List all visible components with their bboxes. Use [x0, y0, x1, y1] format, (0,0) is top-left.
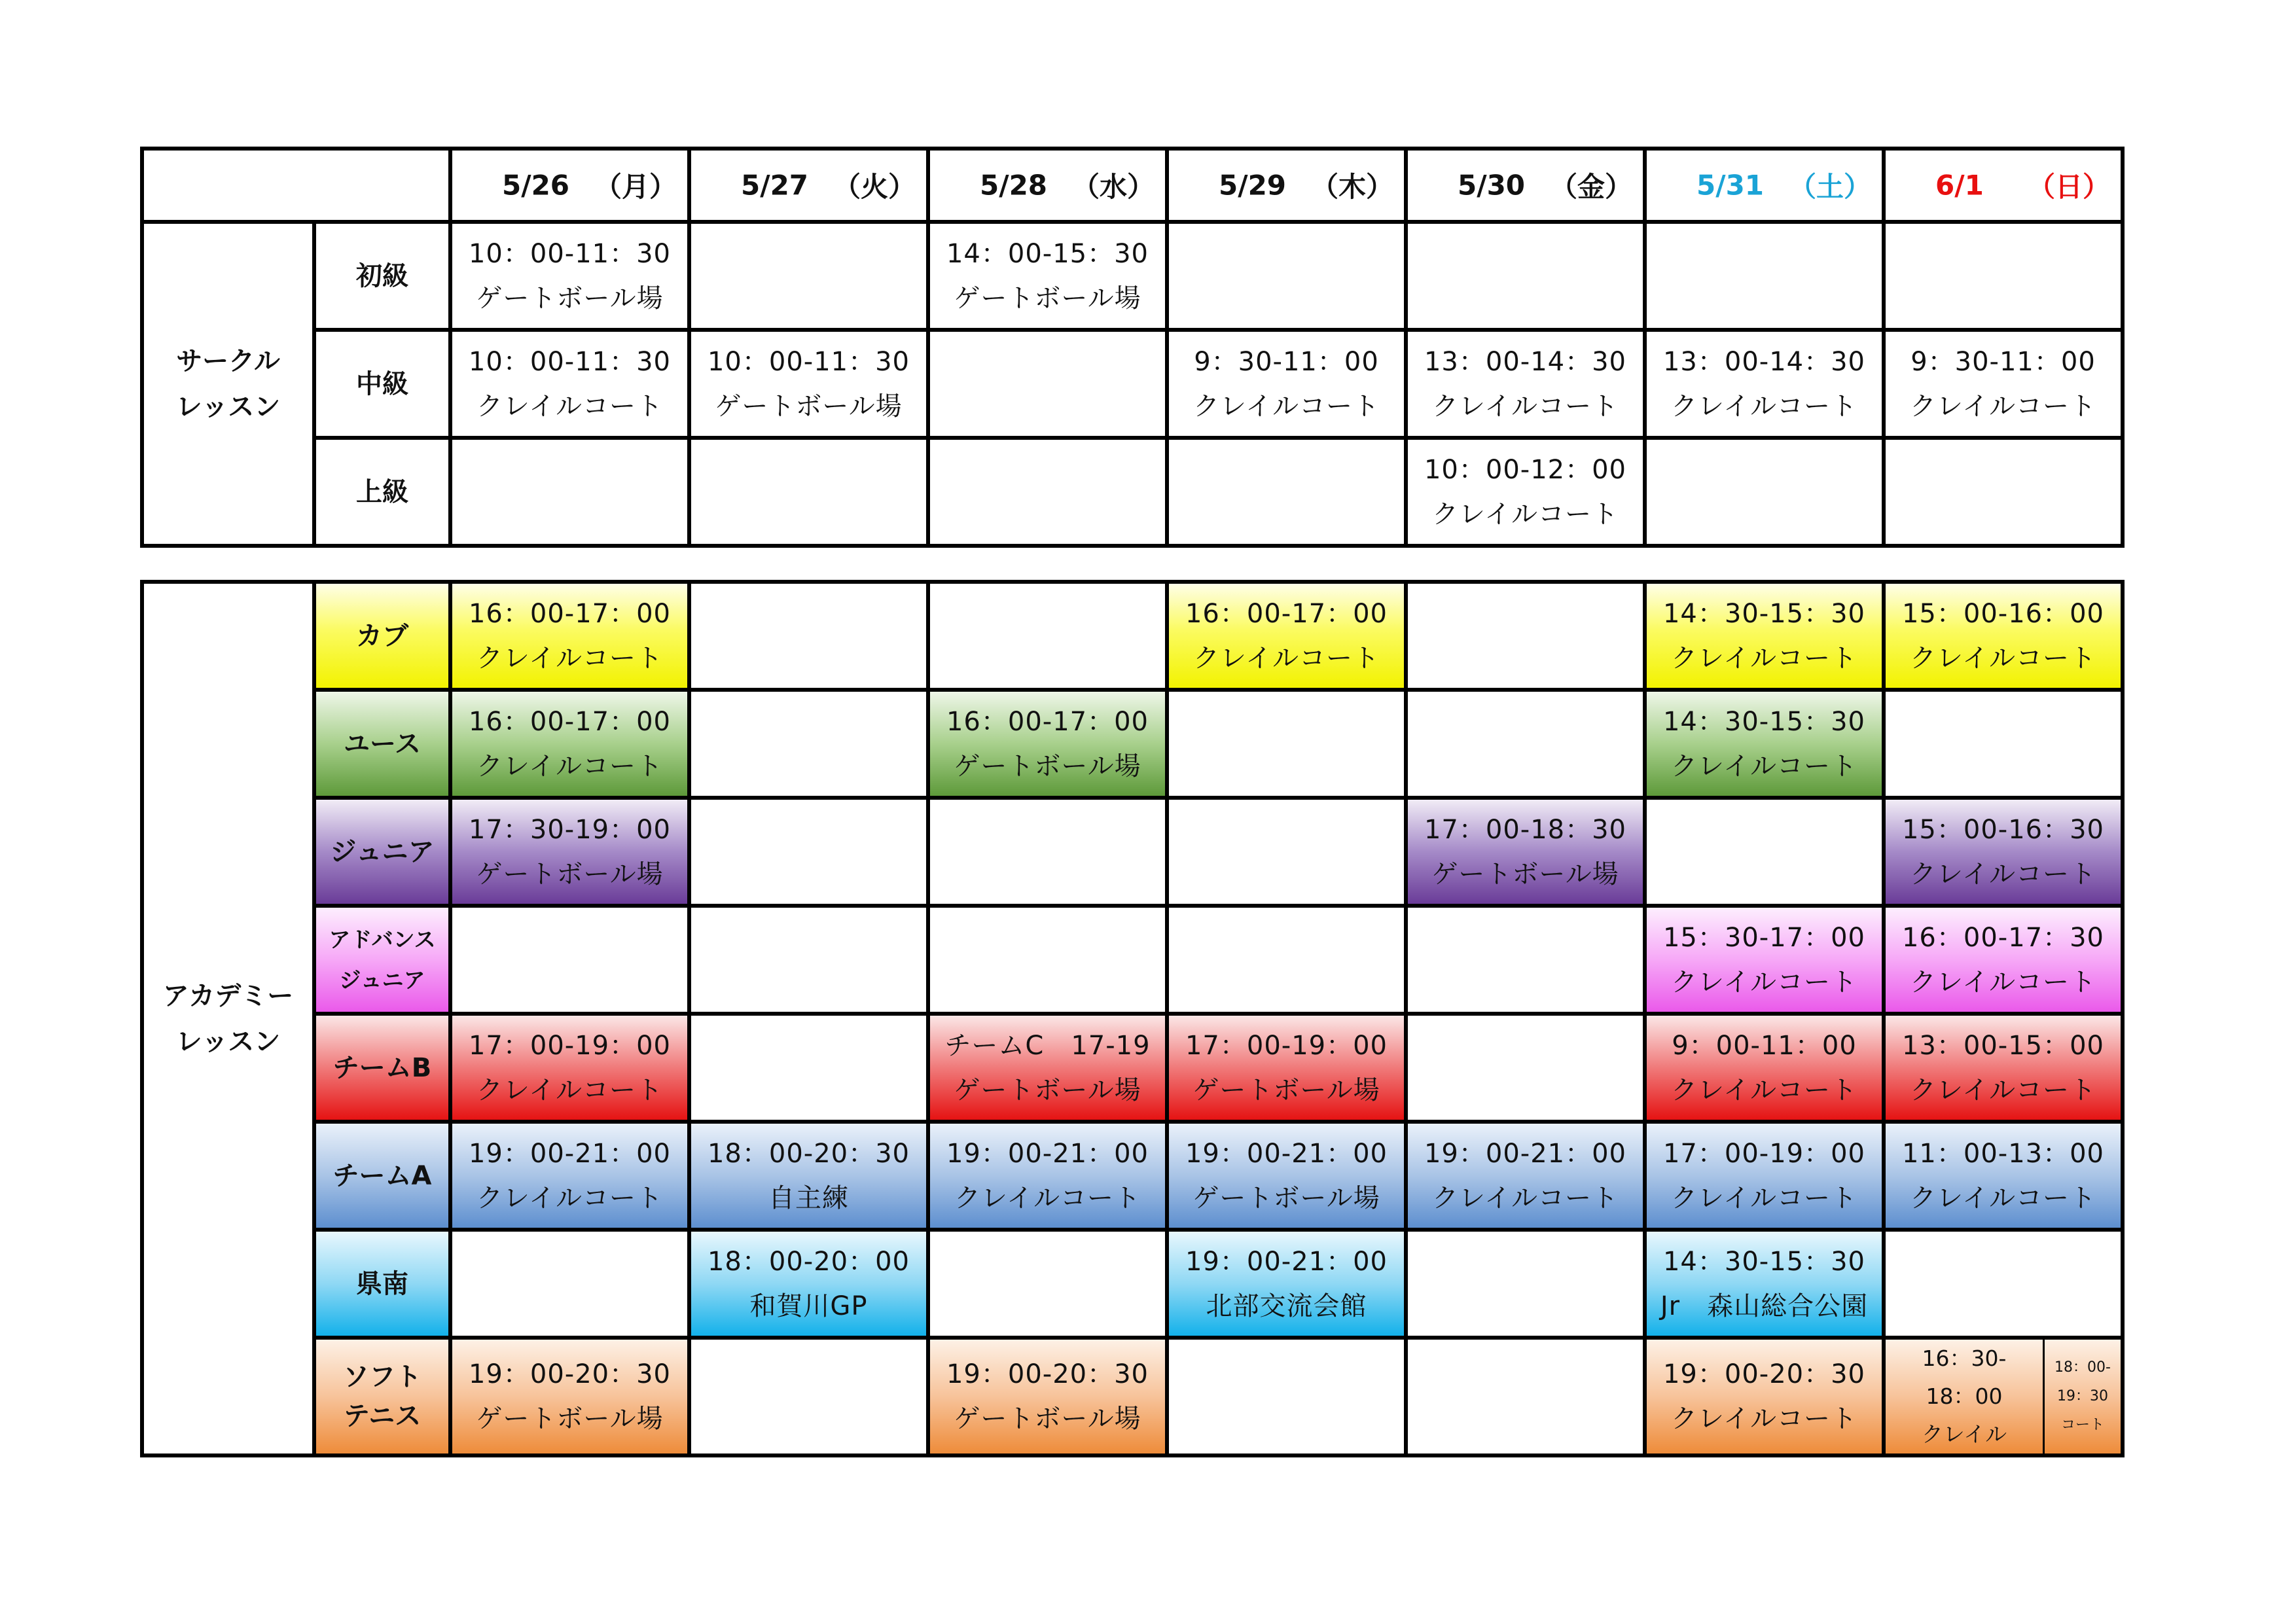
empty-cell [689, 798, 928, 906]
level-label-line: アドバンス [329, 926, 436, 952]
session-time: 10：00-11：30 [468, 238, 672, 269]
session-venue: クレイルコート [1432, 499, 1619, 529]
schedule-cell [1884, 582, 2123, 690]
schedule-cell [1406, 1122, 1645, 1230]
schedule-cell [1406, 330, 1645, 438]
empty-cell [689, 222, 928, 330]
session-time: 14：00-15：30 [946, 238, 1149, 269]
group-label-line: アカデミー [162, 980, 294, 1011]
schedule-cell [928, 1122, 1167, 1230]
session-time: 10：00-12：00 [1424, 454, 1627, 485]
session-venue: クレイルコート [476, 391, 663, 421]
session-time: 14：30-15：30 [1662, 706, 1866, 737]
level-label: 上級 [314, 438, 450, 546]
academy-level-label [314, 798, 450, 906]
session-time: 9：00-11：00 [1672, 1030, 1857, 1061]
split-left [1886, 1340, 2045, 1454]
split-line: コート [2060, 1417, 2104, 1433]
day-header: 5/26 （月） [450, 149, 689, 222]
empty-cell [1884, 690, 2123, 798]
empty-cell [1406, 906, 1645, 1014]
session-venue: クレイルコート [1193, 391, 1380, 421]
level-label-line: チームB [332, 1052, 432, 1083]
schedule-cell [928, 1014, 1167, 1122]
session-venue: クレイルコート [1671, 967, 1857, 997]
academy-row [142, 1122, 2123, 1230]
level-label-line: テニス [343, 1401, 422, 1431]
empty-cell [1167, 438, 1406, 546]
empty-cell [450, 438, 689, 546]
empty-cell [689, 906, 928, 1014]
empty-cell [928, 330, 1167, 438]
schedule-cell [1645, 1014, 1884, 1122]
schedule-cell [1167, 1014, 1406, 1122]
schedule-cell [928, 1338, 1167, 1455]
academy-level-label [314, 1230, 450, 1338]
session-venue: クレイルコート [1671, 1075, 1857, 1105]
session-time: チームC 17-19 [944, 1030, 1151, 1061]
empty-cell [1406, 1338, 1645, 1455]
empty-cell [689, 438, 928, 546]
schedule-cell [689, 1122, 928, 1230]
schedule-cell [1645, 582, 1884, 690]
empty-cell [928, 798, 1167, 906]
session-venue: ゲートボール場 [954, 751, 1141, 781]
session-time: 19：00-21：00 [1185, 1138, 1388, 1169]
academy-row [142, 1230, 2123, 1338]
schedule-cell [1167, 1230, 1406, 1338]
schedule-cell [450, 582, 689, 690]
empty-cell [1406, 690, 1645, 798]
schedule-cell [1406, 798, 1645, 906]
schedule-cell [689, 1230, 928, 1338]
session-time: 15：30-17：00 [1662, 922, 1866, 953]
circle-lesson-table [140, 147, 2125, 548]
session-venue: クレイルコート [1671, 751, 1857, 781]
schedule-cell [450, 222, 689, 330]
empty-cell [1167, 690, 1406, 798]
academy-row [142, 798, 2123, 906]
empty-cell [1167, 798, 1406, 906]
schedule-cell [1167, 582, 1406, 690]
level-label-line: 県南 [356, 1268, 408, 1299]
level-label-line: ジュニア [330, 836, 435, 867]
empty-cell [450, 1230, 689, 1338]
schedule-cell [1645, 330, 1884, 438]
session-venue: ゲートボール場 [1431, 859, 1619, 889]
split-schedule-cell [1884, 1338, 2123, 1455]
session-time: 19：00-20：30 [946, 1359, 1149, 1389]
session-time: 17：00-19：00 [1185, 1030, 1388, 1061]
session-time: 9：30-11：00 [1910, 346, 2096, 377]
schedule-cell [450, 798, 689, 906]
session-venue: クレイルコート [1910, 1183, 2096, 1213]
session-venue: クレイルコート [1910, 1075, 2096, 1105]
session-time: 18：00-20：30 [707, 1138, 910, 1169]
session-venue: クレイルコート [1910, 859, 2096, 889]
circle-group-label: サークル レッスン [142, 222, 314, 546]
session-time: 19：00-20：30 [468, 1359, 672, 1389]
session-time: 13：00-14：30 [1424, 346, 1627, 377]
session-time: 13：00-15：00 [1901, 1030, 2105, 1061]
empty-cell [928, 582, 1167, 690]
academy-level-label [314, 906, 450, 1014]
level-label-line: ソフト [343, 1362, 422, 1392]
session-time: 16：00-17：30 [1901, 922, 2105, 953]
schedule-cell [1884, 1122, 2123, 1230]
day-header: 5/27 （火） [689, 149, 928, 222]
session-time: 16：00-17：00 [1185, 598, 1388, 629]
session-time: 14：30-15：30 [1662, 1246, 1866, 1277]
session-time: 19：00-21：00 [468, 1138, 672, 1169]
session-venue: ゲートボール場 [476, 283, 664, 313]
empty-cell [1645, 438, 1884, 546]
empty-cell [1645, 798, 1884, 906]
session-venue: クレイルコート [1910, 391, 2096, 421]
schedule-cell [928, 222, 1167, 330]
session-venue: ゲートボール場 [954, 1075, 1141, 1105]
session-venue: ゲートボール場 [1193, 1075, 1380, 1105]
academy-group-label [142, 582, 314, 1455]
header-corner [142, 149, 450, 222]
session-venue: Jr 森山総合公園 [1660, 1291, 1869, 1321]
schedule-cell [1884, 906, 2123, 1014]
empty-cell [1645, 222, 1884, 330]
session-venue: ゲートボール場 [954, 1404, 1141, 1434]
session-time: 10：00-11：30 [468, 346, 672, 377]
session-venue: ゲートボール場 [715, 391, 903, 421]
day-header: 5/29 （木） [1167, 149, 1406, 222]
circle-row [142, 222, 2123, 330]
empty-cell [689, 690, 928, 798]
empty-cell [928, 906, 1167, 1014]
session-time: 19：00-20：30 [1662, 1359, 1866, 1389]
empty-cell [450, 906, 689, 1014]
split-line: 19：30 [2057, 1388, 2108, 1404]
academy-row [142, 690, 2123, 798]
academy-level-label [314, 1122, 450, 1230]
session-venue: ゲートボール場 [476, 859, 664, 889]
session-venue: クレイルコート [1910, 643, 2096, 673]
empty-cell [689, 1338, 928, 1455]
empty-cell [1167, 222, 1406, 330]
session-venue: クレイルコート [1432, 391, 1619, 421]
session-time: 19：00-21：00 [1185, 1246, 1388, 1277]
day-header: 5/30 （金） [1406, 149, 1645, 222]
session-venue: クレイルコート [1910, 967, 2096, 997]
schedule-cell [1167, 1122, 1406, 1230]
schedule-cell [1645, 1338, 1884, 1455]
schedule-cell [1884, 1014, 2123, 1122]
session-venue: クレイルコート [476, 643, 663, 673]
schedule-cell [928, 690, 1167, 798]
academy-lesson-table [140, 580, 2125, 1457]
session-venue: クレイルコート [476, 1183, 663, 1213]
session-time: 17：00-19：00 [1662, 1138, 1866, 1169]
academy-row [142, 1338, 2123, 1455]
academy-level-label [314, 690, 450, 798]
schedule-cell [450, 1122, 689, 1230]
empty-cell [689, 582, 928, 690]
day-header: 5/28 （水） [928, 149, 1167, 222]
session-time: 13：00-14：30 [1662, 346, 1866, 377]
academy-level-label [314, 1014, 450, 1122]
academy-row [142, 906, 2123, 1014]
session-venue: クレイルコート [1671, 391, 1857, 421]
session-time: 15：00-16：00 [1901, 598, 2105, 629]
split-line: クレイル [1921, 1421, 2007, 1447]
schedule-cell [450, 690, 689, 798]
empty-cell [1406, 1014, 1645, 1122]
level-label-line: チームA [332, 1160, 432, 1191]
day-header-saturday: 5/31 （土） [1645, 149, 1884, 222]
session-time: 10：00-11：30 [707, 346, 910, 377]
session-time: 9：30-11：00 [1194, 346, 1379, 377]
session-time: 16：00-17：00 [468, 706, 672, 737]
empty-cell [1884, 1230, 2123, 1338]
schedule-cell [450, 1338, 689, 1455]
empty-cell [1167, 906, 1406, 1014]
session-time: 19：00-21：00 [1424, 1138, 1627, 1169]
level-label: 中級 [314, 330, 450, 438]
session-venue: 自主練 [768, 1183, 849, 1213]
schedule-cell [1645, 1122, 1884, 1230]
session-time: 18：00-20：00 [707, 1246, 910, 1277]
session-time: 15：00-16：30 [1901, 814, 2105, 845]
level-label: 初級 [314, 222, 450, 330]
empty-cell [1406, 582, 1645, 690]
session-venue: ゲートボール場 [476, 1404, 664, 1434]
session-time: 19：00-21：00 [946, 1138, 1149, 1169]
empty-cell [1884, 222, 2123, 330]
session-venue: クレイルコート [1671, 1404, 1857, 1434]
session-time: 17：30-19：00 [468, 814, 672, 845]
session-time: 17：00-19：00 [468, 1030, 672, 1061]
split-line: 18：00- [2054, 1359, 2111, 1376]
schedule-cell [450, 1014, 689, 1122]
academy-level-label [314, 1338, 450, 1455]
empty-cell [689, 1014, 928, 1122]
session-venue: クレイルコート [476, 1075, 663, 1105]
academy-row [142, 1014, 2123, 1122]
session-venue: クレイルコート [1671, 1183, 1857, 1213]
split-line: 16：30- [1922, 1346, 2007, 1371]
date-header-row [142, 149, 2123, 222]
circle-row [142, 438, 2123, 546]
session-time: 17：00-18：30 [1424, 814, 1627, 845]
level-label-line: カブ [356, 620, 408, 651]
schedule-cell [1167, 330, 1406, 438]
session-venue: クレイルコート [1193, 643, 1380, 673]
schedule-cell [1884, 798, 2123, 906]
schedule-cell [1645, 1230, 1884, 1338]
schedule-cell [689, 330, 928, 438]
empty-cell [928, 438, 1167, 546]
empty-cell [928, 1230, 1167, 1338]
empty-cell [1884, 438, 2123, 546]
session-venue: 和賀川GP [749, 1291, 868, 1321]
day-header-sunday: 6/1 （日） [1884, 149, 2123, 222]
session-time: 16：00-17：00 [946, 706, 1149, 737]
session-venue: クレイルコート [476, 751, 663, 781]
schedule-cell [450, 330, 689, 438]
session-time: 14：30-15：30 [1662, 598, 1866, 629]
level-label-line: ジュニア [339, 967, 425, 993]
session-time: 16：00-17：00 [468, 598, 672, 629]
level-label-line: ユース [344, 728, 421, 759]
academy-row [142, 582, 2123, 690]
session-venue: ゲートボール場 [954, 283, 1141, 313]
split-line: 18：00 [1926, 1383, 2003, 1409]
split-right [2045, 1340, 2121, 1454]
schedule-cell [1884, 330, 2123, 438]
academy-level-label [314, 582, 450, 690]
session-venue: 北部交流会館 [1206, 1291, 1367, 1321]
session-venue: ゲートボール場 [1193, 1183, 1380, 1213]
schedule-cell [1645, 690, 1884, 798]
circle-row [142, 330, 2123, 438]
schedule-cell [1645, 906, 1884, 1014]
empty-cell [1406, 222, 1645, 330]
session-venue: クレイルコート [1432, 1183, 1619, 1213]
empty-cell [1167, 1338, 1406, 1455]
empty-cell [1406, 1230, 1645, 1338]
session-time: 11：00-13：00 [1901, 1138, 2105, 1169]
schedule-cell [1406, 438, 1645, 546]
group-label-line: レッスン [175, 1026, 281, 1057]
session-venue: クレイルコート [1671, 643, 1857, 673]
session-venue: クレイルコート [954, 1183, 1141, 1213]
